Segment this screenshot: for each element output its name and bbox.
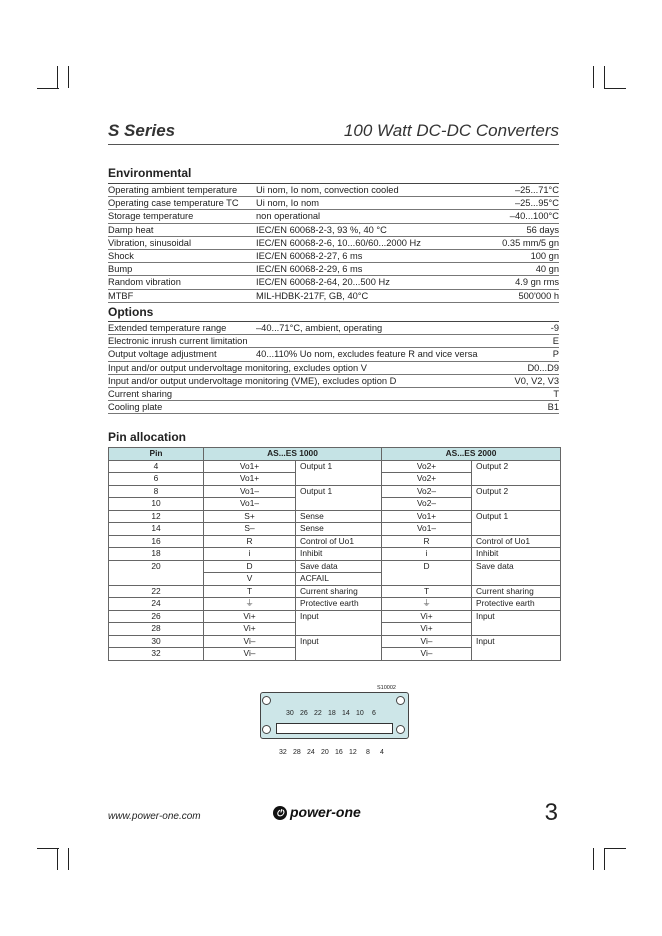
terminal-number: 28 bbox=[293, 749, 301, 756]
terminal-strip bbox=[276, 723, 393, 734]
col-as-es-2000: AS...ES 2000 bbox=[382, 448, 561, 461]
table-row: Storage temperature non operational –40...100°C bbox=[108, 210, 559, 223]
terminal-number: 20 bbox=[321, 749, 329, 756]
table-row: 4 Vo1+ Output 1 Vo2+ Output 2 bbox=[109, 460, 561, 473]
crop-mark bbox=[604, 848, 626, 849]
power-one-logo-icon: ⏻ bbox=[273, 806, 287, 820]
crop-mark bbox=[604, 88, 626, 89]
table-row: Input and/or output undervoltage monitoring (VME), excludes option D V0, V2, V3 bbox=[108, 375, 559, 388]
table-row: Cooling plate B1 bbox=[108, 401, 559, 414]
terminal-number: 24 bbox=[307, 749, 315, 756]
table-row: 24 ⏚ Protective earth ⏚ Protective earth bbox=[109, 598, 561, 611]
terminal-number: 12 bbox=[349, 749, 357, 756]
table-row: Output voltage adjustment 40...110% Uo nom, excludes feature R and vice versa P bbox=[108, 348, 559, 361]
table-row: V ACFAIL bbox=[109, 573, 561, 586]
crop-mark bbox=[593, 66, 594, 88]
col-as-es-1000: AS...ES 1000 bbox=[204, 448, 382, 461]
page-number: 3 bbox=[544, 799, 558, 826]
terminal-number: 18 bbox=[328, 710, 336, 717]
terminal-number: 30 bbox=[286, 710, 294, 717]
table-row: Bump IEC/EN 60068-2-29, 6 ms 40 gn bbox=[108, 263, 559, 276]
earth-icon: ⏚ bbox=[382, 598, 472, 611]
table-row: 22 T Current sharing T Current sharing bbox=[109, 585, 561, 598]
table-row: 28 Vi+ Vi+ bbox=[109, 623, 561, 636]
crop-mark bbox=[68, 66, 69, 88]
table-row: 18 i Inhibit i Inhibit bbox=[109, 548, 561, 561]
table-row: Shock IEC/EN 60068-2-27, 6 ms 100 gn bbox=[108, 250, 559, 263]
table-row: 14 S– Sense Vo1– bbox=[109, 523, 561, 536]
screw-icon bbox=[396, 696, 405, 705]
table-row: Operating ambient temperature Ui nom, Io nom, convection cooled –25...71°C bbox=[108, 184, 559, 197]
brand-logo: ⏻ power-one bbox=[273, 804, 361, 820]
table-row: MTBF MIL-HDBK-217F, GB, 40°C 500'000 h bbox=[108, 290, 559, 303]
crop-mark bbox=[57, 66, 58, 88]
crop-mark bbox=[604, 848, 605, 870]
screw-icon bbox=[262, 725, 271, 734]
table-row: 12 S+ Sense Vo1+ Output 1 bbox=[109, 510, 561, 523]
col-pin: Pin bbox=[109, 448, 204, 461]
table-row: Vibration, sinusoidal IEC/EN 60068-2-6, 10...60/60...2000 Hz 0.35 mm/5 gn bbox=[108, 237, 559, 250]
crop-mark bbox=[37, 848, 59, 849]
terminal-number: 32 bbox=[279, 749, 287, 756]
environmental-heading: Environmental bbox=[108, 166, 192, 180]
table-row: 6 Vo1+ Vo2+ bbox=[109, 473, 561, 486]
table-header-row bbox=[109, 448, 561, 461]
earth-icon: ⏚ bbox=[204, 598, 296, 611]
header-rule bbox=[108, 144, 559, 145]
table-row: 8 Vo1– Output 1 Vo2– Output 2 bbox=[109, 485, 561, 498]
terminal-number: 6 bbox=[372, 710, 376, 717]
terminal-number: 14 bbox=[342, 710, 350, 717]
screw-icon bbox=[262, 696, 271, 705]
table-row: 26 Vi+ Input Vi+ Input bbox=[109, 610, 561, 623]
environmental-table bbox=[108, 183, 559, 303]
crop-mark bbox=[593, 848, 594, 870]
table-row: Electronic inrush current limitation E bbox=[108, 335, 559, 348]
series-title: S Series bbox=[108, 121, 176, 140]
crop-mark bbox=[604, 66, 605, 88]
pin-allocation-heading: Pin allocation bbox=[108, 430, 187, 444]
terminal-number: 10 bbox=[356, 710, 364, 717]
table-row: 10 Vo1– Vo2– bbox=[109, 498, 561, 511]
table-row: Extended temperature range –40...71°C, ambient, operating -9 bbox=[108, 322, 559, 335]
terminal-number: 16 bbox=[335, 749, 343, 756]
crop-mark bbox=[37, 88, 59, 89]
terminal-number: 22 bbox=[314, 710, 322, 717]
table-row: 16 R Control of Uo1 R Control of Uo1 bbox=[109, 535, 561, 548]
crop-mark bbox=[68, 848, 69, 870]
table-row: 20 D Save data D Save data bbox=[109, 560, 561, 573]
document-title: 100 Watt DC-DC Converters bbox=[343, 121, 559, 140]
table-row: Random vibration IEC/EN 60068-2-64, 20...500 Hz 4.9 gn rms bbox=[108, 276, 559, 289]
table-row: Current sharing T bbox=[108, 388, 559, 401]
crop-mark bbox=[57, 848, 58, 870]
terminal-number: 4 bbox=[380, 749, 384, 756]
table-row: Input and/or output undervoltage monitoring, excludes option V D0...D9 bbox=[108, 362, 559, 375]
connector-diagram bbox=[256, 683, 411, 761]
table-row: Damp heat IEC/EN 60068-2-3, 93 %, 40 °C 56 days bbox=[108, 224, 559, 237]
pin-allocation-table bbox=[108, 447, 561, 661]
options-table bbox=[108, 321, 559, 414]
table-row: 32 Vi– Vi– bbox=[109, 648, 561, 661]
terminal-number: 8 bbox=[366, 749, 370, 756]
options-heading: Options bbox=[108, 305, 154, 319]
terminal-number: 26 bbox=[300, 710, 308, 717]
table-row: Operating case temperature TC Ui nom, Io nom –25...95°C bbox=[108, 197, 559, 210]
footer-url[interactable]: www.power-one.com bbox=[108, 811, 201, 822]
screw-icon bbox=[396, 725, 405, 734]
table-row: 30 Vi– Input Vi– Input bbox=[109, 635, 561, 648]
diagram-code: S10002 bbox=[377, 685, 396, 691]
